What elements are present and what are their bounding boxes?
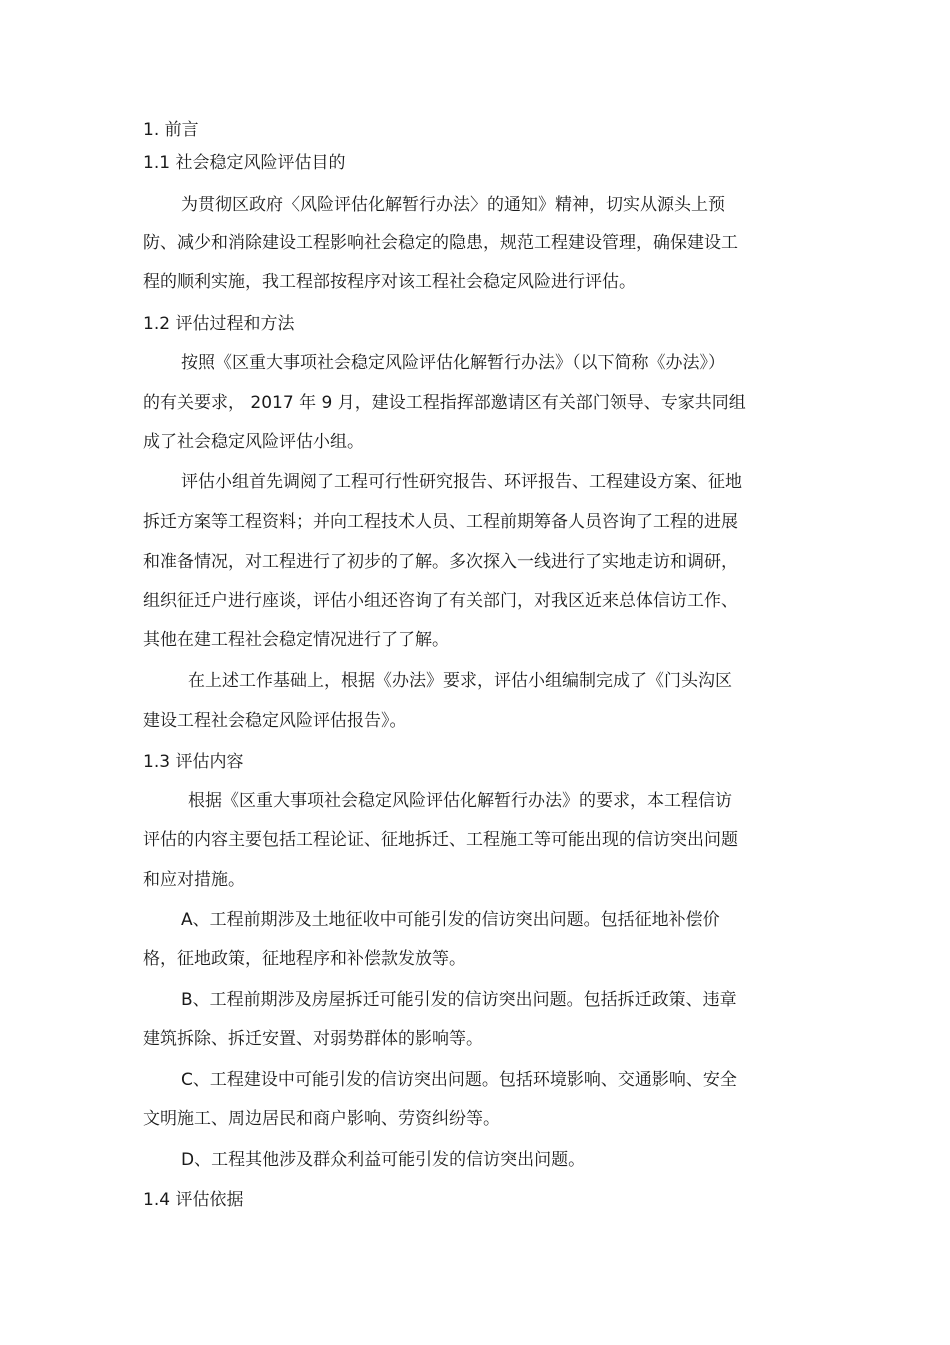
list-item-b-cont: 建筑拆除、拆迁安置、对弱势群体的影响等。: [143, 1029, 483, 1049]
heading-1-3: 1.3 评估内容: [143, 752, 244, 772]
paragraph-line: 其他在建工程社会稳定情况进行了了解。: [143, 630, 449, 650]
paragraph-line: 防、减少和消除建设工程影响社会稳定的隐患，规范工程建设管理，确保建设工: [143, 233, 738, 253]
list-item-c-cont: 文明施工、周边居民和商户影响、劳资纠纷等。: [143, 1109, 500, 1129]
paragraph-line: 按照《区重大事项社会稳定风险评估化解暂行办法》（以下简称《办法》）: [181, 353, 725, 373]
paragraph-line: 成了社会稳定风险评估小组。: [143, 432, 364, 452]
paragraph-line: 的有关要求， 2017 年 9 月，建设工程指挥部邀请区有关部门领导、专家共同组: [143, 393, 746, 413]
paragraph-line: 评估小组首先调阅了工程可行性研究报告、环评报告、工程建设方案、征地: [181, 472, 742, 492]
list-item-d: D、工程其他涉及群众利益可能引发的信访突出问题。: [181, 1150, 586, 1170]
heading-1-4: 1.4 评估依据: [143, 1190, 244, 1210]
paragraph-line: 和准备情况，对工程进行了初步的了解。多次探入一线进行了实地走访和调研，: [143, 552, 738, 572]
list-item-a: A、工程前期涉及土地征收中可能引发的信访突出问题。包括征地补偿价: [181, 910, 720, 930]
paragraph-line: 评估的内容主要包括工程论证、征地拆迁、工程施工等可能出现的信访突出问题: [143, 830, 738, 850]
paragraph-line: 根据《区重大事项社会稳定风险评估化解暂行办法》的要求，本工程信访: [188, 791, 732, 811]
heading-1-1: 1.1 社会稳定风险评估目的: [143, 153, 346, 173]
list-item-a-cont: 格，征地政策，征地程序和补偿款发放等。: [143, 949, 466, 969]
paragraph-line: 为贯彻区政府〈风险评估化解暂行办法〉的通知》精神，切实从源头上预: [181, 195, 725, 215]
paragraph-line: 建设工程社会稳定风险评估报告》。: [143, 711, 407, 731]
heading-1-2: 1.2 评估过程和方法: [143, 314, 295, 334]
heading-preface: 1. 前言: [143, 120, 199, 140]
paragraph-line: 在上述工作基础上，根据《办法》要求，评估小组编制完成了《门头沟区: [188, 671, 732, 691]
paragraph-line: 拆迁方案等工程资料；并向工程技术人员、工程前期筹备人员咨询了工程的进展: [143, 512, 738, 532]
paragraph-line: 程的顺利实施，我工程部按程序对该工程社会稳定风险进行评估。: [143, 272, 636, 292]
list-item-c: C、工程建设中可能引发的信访突出问题。包括环境影响、交通影响、安全: [181, 1070, 737, 1090]
paragraph-line: 组织征迁户进行座谈，评估小组还咨询了有关部门，对我区近来总体信访工作、: [143, 591, 738, 611]
paragraph-line: 和应对措施。: [143, 870, 245, 890]
list-item-b: B、工程前期涉及房屋拆迁可能引发的信访突出问题。包括拆迁政策、违章: [181, 990, 737, 1010]
